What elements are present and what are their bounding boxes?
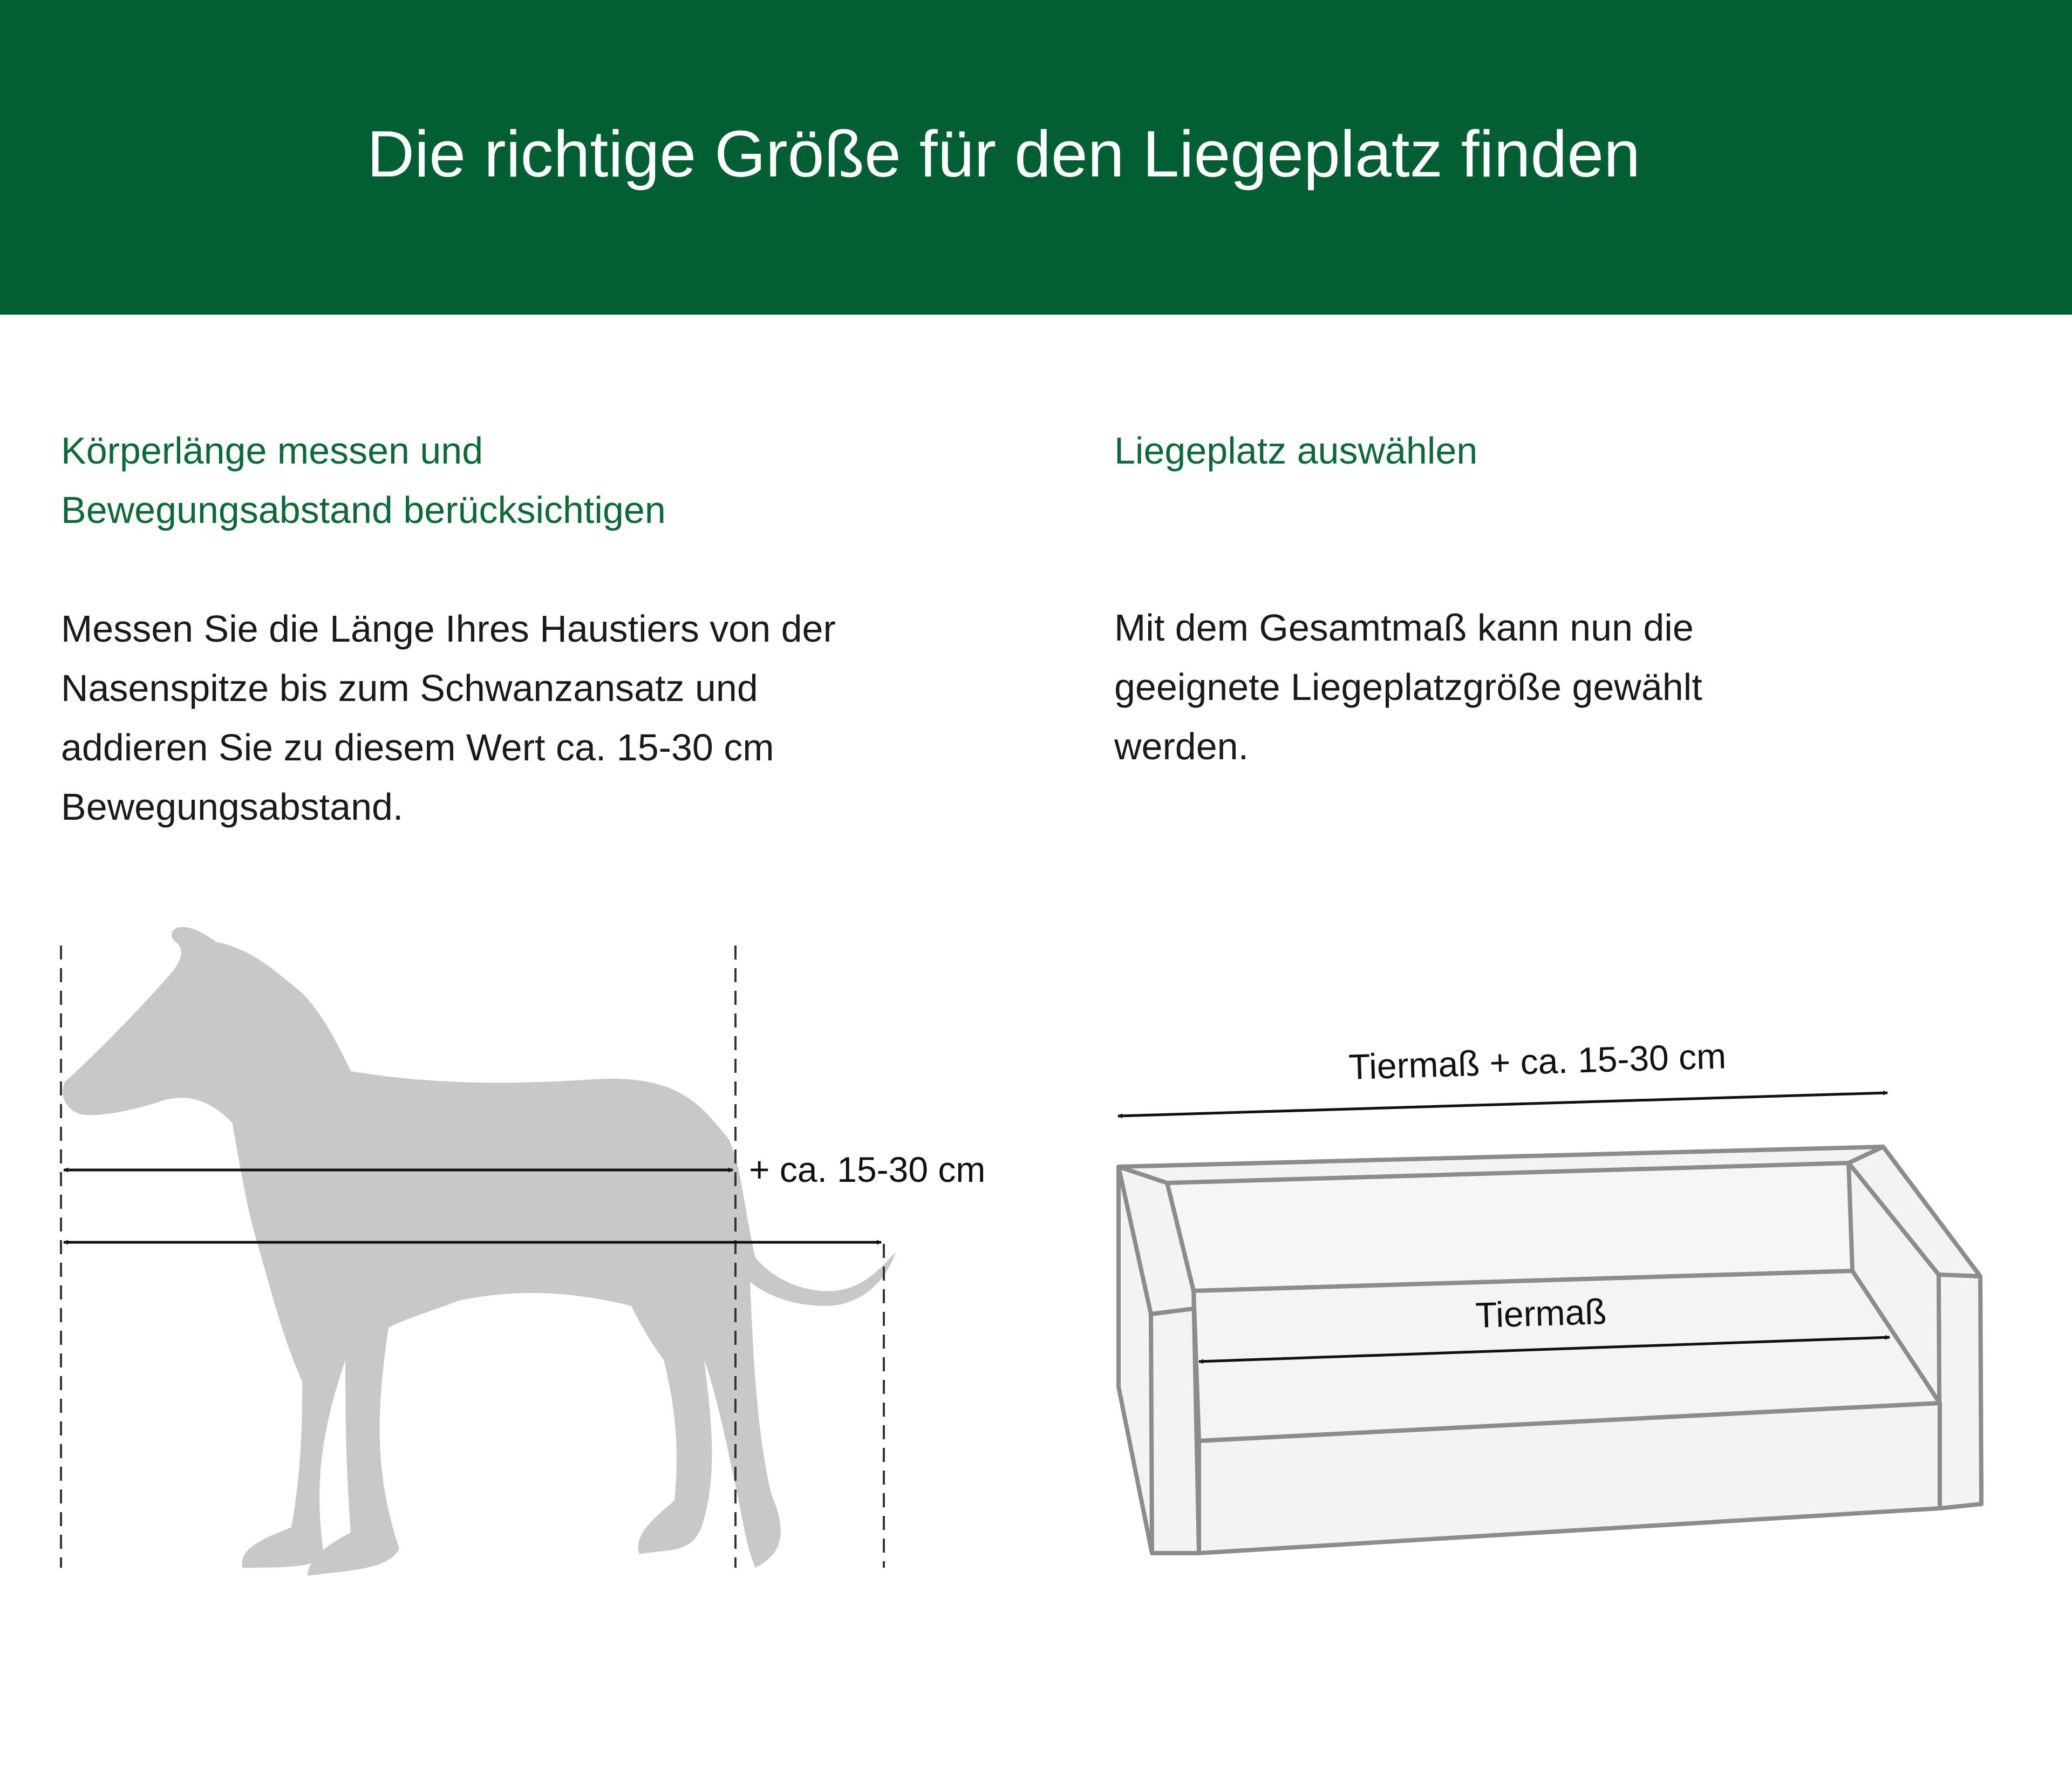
right-heading-line: Liegeplatz auswählen xyxy=(1114,430,1478,472)
right-text-line: Mit dem Gesamtmaß kann nun die xyxy=(1114,607,1694,649)
left-text-line: Nasenspitze bis zum Schwanzansatz und xyxy=(61,667,758,709)
left-text-line: addieren Sie zu diesem Wert ca. 15-30 cm xyxy=(61,726,774,768)
extra-space-label: + ca. 15-30 cm xyxy=(749,1149,986,1189)
bed-right-arm-front xyxy=(1939,1275,1981,1508)
right-text-line: geeignete Liegeplatzgröße gewählt xyxy=(1114,666,1702,708)
total-size-arrow xyxy=(1118,1093,1887,1116)
total-size-label: Tiermaß + ca. 15-30 cm xyxy=(1348,1036,1727,1087)
left-text-line: Messen Sie die Länge Ihres Haustiers von der xyxy=(61,608,836,650)
dog-silhouette-icon xyxy=(63,927,896,1576)
left-heading-line: Körperlänge messen und xyxy=(61,430,483,472)
page-title: Die richtige Größe für den Liegeplatz finden xyxy=(367,117,1640,190)
left-text-line: Bewegungsabstand. xyxy=(61,786,404,828)
right-text-line: werden. xyxy=(1114,725,1249,767)
left-heading-line: Bewegungsabstand berücksichtigen xyxy=(61,489,666,531)
bed-backrest xyxy=(1167,1163,1852,1291)
pet-size-label: Tiermaß xyxy=(1475,1291,1607,1335)
